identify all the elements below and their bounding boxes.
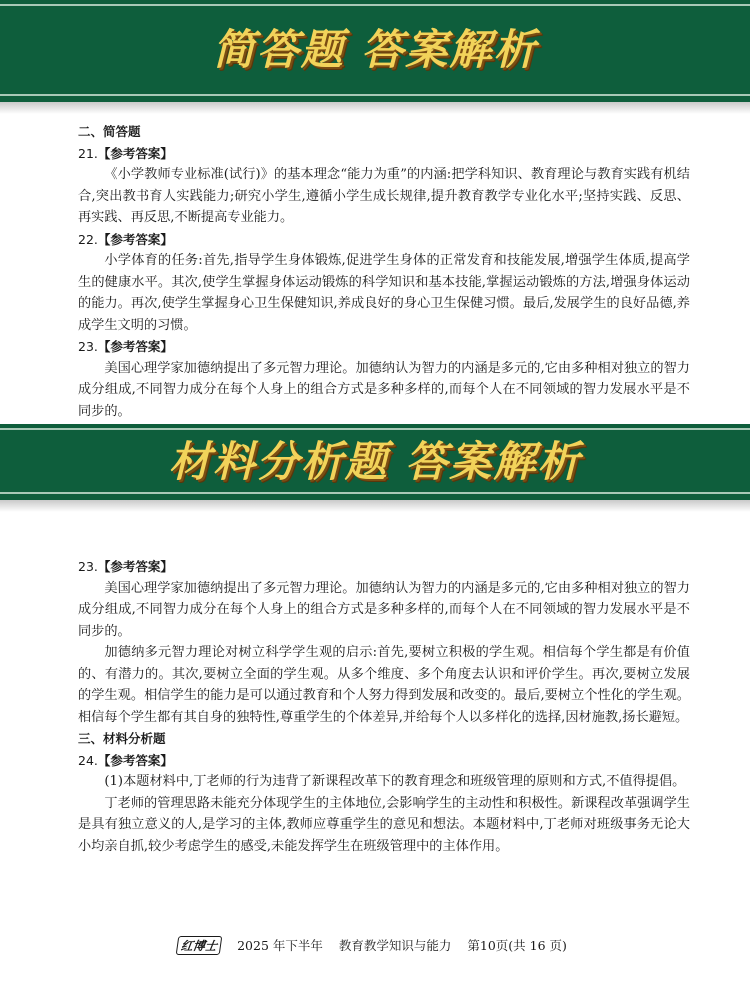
page-footer bbox=[0, 936, 750, 955]
brand-logo: 红博士 bbox=[176, 936, 223, 955]
answer-tag: 【参考答案】 bbox=[97, 559, 173, 574]
footer-subject: 教育教学知识与能力 bbox=[338, 938, 452, 953]
banner-shadow bbox=[0, 500, 750, 512]
banner-stripe bbox=[0, 492, 750, 494]
question-header bbox=[78, 143, 690, 165]
answer-paragraph: 美国心理学家加德纳提出了多元智力理论。加德纳认为智力的内涵是多元的,它由多种相对独立的智力成分组成,不同智力成分在每个人身上的组合方式是多种多样的,而每个人在不同领域的智力发展水平是不同步的。 bbox=[78, 580, 690, 639]
question-number: 23. bbox=[78, 559, 98, 574]
footer-page-number: 第10页(共 16 页) bbox=[467, 938, 567, 953]
answer-paragraph: 美国心理学家加德纳提出了多元智力理论。加德纳认为智力的内涵是多元的,它由多种相对独立的智力成分组成,不同智力成分在每个人身上的组合方式是多种多样的,而每个人在不同领域的智力发展水平是不同步的。 bbox=[78, 360, 690, 419]
question-21 bbox=[78, 143, 690, 229]
answer-paragraph: (1)本题材料中,丁老师的行为违背了新课程改革下的教育理念和班级管理的原则和方式,不值得提倡。 bbox=[104, 774, 686, 789]
question-number: 22. bbox=[78, 231, 98, 247]
question-header bbox=[78, 556, 690, 578]
question-number: 23. bbox=[78, 339, 98, 354]
short-answer-section bbox=[78, 121, 690, 422]
footer-term: 2025 年下半年 bbox=[237, 938, 323, 953]
question-24 bbox=[78, 750, 690, 858]
answer-paragraph: 小学体育的任务:首先,指导学生身体锻炼,促进学生身体的正常发育和技能发展,增强学生体质,提高学生的健康水平。其次,使学生掌握身体运动锻炼的科学知识和基本技能,掌握运动锻炼的方法,增强身体运动的能力。再次,使学生掌握身心卫生保健知识,养成良好的身心卫生保健习惯。最后,发展学生的良好品德,养成学生文明的习惯。 bbox=[78, 253, 690, 333]
question-23-extended bbox=[78, 556, 690, 728]
banner-shadow bbox=[0, 102, 750, 114]
question-number: 24. bbox=[78, 752, 98, 768]
question-22 bbox=[78, 229, 690, 337]
answer-paragraph: 丁老师的管理思路未能充分体现学生的主体地位,会影响学生的主动性和积极性。新课程改革强调学生是具有独立意义的人,是学习的主体,教师应尊重学生的意见和想法。本题材料中,丁老师对班级事务无论大小均亲自抓,较少考虑学生的感受,未能发挥学生在班级管理中的主体作用。 bbox=[78, 795, 690, 854]
answer-tag: 【参考答案】 bbox=[97, 752, 173, 768]
section-banner-short-answer bbox=[0, 0, 750, 102]
section-banner-material-analysis bbox=[0, 424, 750, 500]
question-number: 21. bbox=[78, 145, 98, 161]
question-header bbox=[78, 750, 690, 772]
answer-paragraph: 加德纳多元智力理论对树立科学学生观的启示:首先,要树立积极的学生观。相信每个学生都是有价值的、有潜力的。其次,要树立全面的学生观。从多个维度、多个角度去认识和评价学生。再次,要树立发展的学生观。相信学生的能力是可以通过教育和个人努力得到发展和改变的。最后,要树立个性化的学生观。相信每个学生都有其自身的独特性,尊重学生的个体差异,并给每个人以多样化的选择,因材施教,扬长避短。 bbox=[78, 645, 690, 725]
answer-paragraph: 《小学教师专业标准(试行)》的基本理念“能力为重”的内涵:把学科知识、教育理论与教育实践有机结合,突出教书育人实践能力;研究小学生,遵循小学生成长规律,提升教育教学专业化水平;坚持实践、反思、再实践、再反思,不断提高专业能力。 bbox=[78, 167, 690, 225]
section-heading: 三、材料分析题 bbox=[78, 731, 166, 746]
banner-title: 材料分析题 答案解析 bbox=[168, 437, 582, 486]
answer-tag: 【参考答案】 bbox=[97, 231, 173, 247]
banner-title: 简答题 答案解析 bbox=[212, 25, 538, 74]
material-analysis-section bbox=[78, 556, 690, 857]
answer-tag: 【参考答案】 bbox=[97, 145, 173, 161]
banner-stripe bbox=[0, 4, 750, 6]
section-heading: 二、简答题 bbox=[78, 124, 141, 139]
question-header bbox=[78, 336, 690, 358]
answer-tag: 【参考答案】 bbox=[97, 339, 173, 354]
banner-stripe bbox=[0, 428, 750, 430]
banner-stripe bbox=[0, 94, 750, 96]
question-header bbox=[78, 229, 690, 251]
question-23 bbox=[78, 336, 690, 422]
